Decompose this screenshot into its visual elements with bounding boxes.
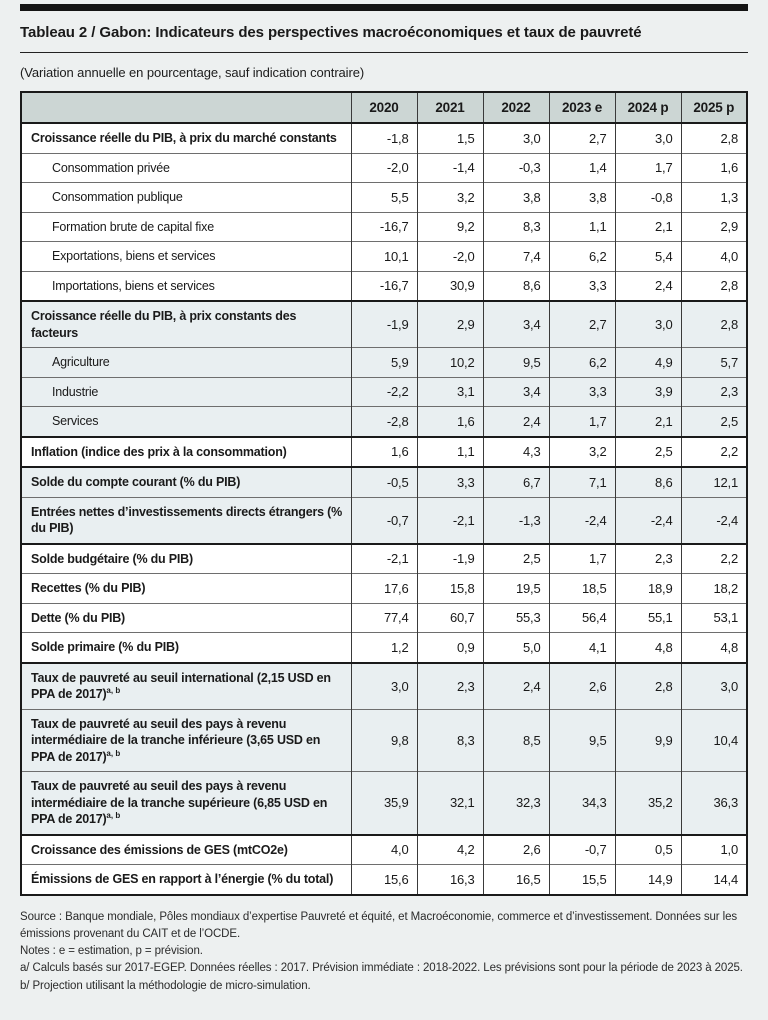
cell-value: 6,7: [483, 467, 549, 497]
cell-value: 3,3: [549, 271, 615, 301]
table-number-country: Tableau 2 / Gabon: [20, 24, 147, 41]
title-divider: [20, 52, 748, 53]
row-label: Croissance des émissions de GES (mtCO2e): [21, 835, 351, 865]
cell-value: 3,0: [615, 123, 681, 153]
cell-value: 30,9: [417, 271, 483, 301]
cell-value: 8,3: [483, 212, 549, 242]
row-label: Solde budgétaire (% du PIB): [21, 544, 351, 574]
cell-value: -0,5: [351, 467, 417, 497]
cell-value: -2,0: [351, 153, 417, 183]
table-row: [21, 603, 747, 633]
cell-value: 2,7: [549, 301, 615, 348]
row-label: Recettes (% du PIB): [21, 574, 351, 604]
cell-value: 3,0: [483, 123, 549, 153]
cell-value: 77,4: [351, 603, 417, 633]
cell-value: 1,3: [681, 183, 747, 213]
cell-value: 3,8: [483, 183, 549, 213]
cell-value: 1,6: [351, 437, 417, 468]
cell-value: -0,3: [483, 153, 549, 183]
cell-value: 5,7: [681, 348, 747, 378]
cell-value: 8,6: [483, 271, 549, 301]
cell-value: 9,9: [615, 709, 681, 772]
cell-value: 2,5: [615, 437, 681, 468]
cell-value: 10,4: [681, 709, 747, 772]
cell-value: 15,8: [417, 574, 483, 604]
cell-value: 0,5: [615, 835, 681, 865]
cell-value: 3,1: [417, 377, 483, 407]
cell-value: 17,6: [351, 574, 417, 604]
cell-value: 2,1: [615, 407, 681, 437]
cell-value: 8,5: [483, 709, 549, 772]
cell-value: 1,4: [549, 153, 615, 183]
cell-value: 2,6: [483, 835, 549, 865]
cell-value: 3,0: [351, 663, 417, 710]
note-line: a/ Calculs basés sur 2017-EGEP. Données réelles : 2017. Prévision immédiate : 2018-2022. Les prévisions sont pour la période de 2023 à 2025.: [20, 962, 743, 975]
footnote-marker: a, b: [106, 810, 121, 820]
cell-value: 3,4: [483, 301, 549, 348]
table-notes: [20, 909, 748, 995]
page-title: [20, 24, 748, 41]
cell-value: 1,6: [417, 407, 483, 437]
note-line: b/ Projection utilisant la méthodologie de micro-simulation.: [20, 979, 311, 992]
cell-value: 18,2: [681, 574, 747, 604]
cell-value: 19,5: [483, 574, 549, 604]
header-year: 2022: [483, 92, 549, 123]
cell-value: 55,3: [483, 603, 549, 633]
header-year: 2025 p: [681, 92, 747, 123]
cell-value: 4,2: [417, 835, 483, 865]
cell-value: -16,7: [351, 212, 417, 242]
cell-value: 4,8: [681, 633, 747, 663]
table-row: [21, 212, 747, 242]
top-rule-bar: [20, 4, 748, 11]
cell-value: 3,8: [549, 183, 615, 213]
table-row: [21, 271, 747, 301]
table-row: [21, 301, 747, 348]
cell-value: 2,8: [681, 123, 747, 153]
table-row: [21, 633, 747, 663]
cell-value: 34,3: [549, 772, 615, 835]
cell-value: -1,8: [351, 123, 417, 153]
cell-value: 1,7: [615, 153, 681, 183]
row-label: Taux de pauvreté au seuil des pays à revenu intermédiaire de la tranche supérieure (6,85 USD en PPA de 2017)$^{a, b}$: [21, 772, 351, 835]
cell-value: 2,3: [417, 663, 483, 710]
cell-value: 5,4: [615, 242, 681, 272]
note-line: Source : Banque mondiale, Pôles mondiaux d’expertise Pauvreté et équité, et Macroéconomie, commerce et d’investissement. Données sur les émissions provenant du CAIT et de l’OCDE.: [20, 910, 738, 940]
cell-value: 7,1: [549, 467, 615, 497]
cell-value: 12,1: [681, 467, 747, 497]
cell-value: 2,9: [681, 212, 747, 242]
cell-value: 1,7: [549, 407, 615, 437]
cell-value: 9,5: [483, 348, 549, 378]
footnote-marker: a, b: [106, 748, 121, 758]
row-label: Taux de pauvreté au seuil international (2,15 USD en PPA de 2017)$^{a, b}$: [21, 663, 351, 710]
cell-value: 55,1: [615, 603, 681, 633]
cell-value: 4,1: [549, 633, 615, 663]
cell-value: 3,0: [615, 301, 681, 348]
cell-value: -1,4: [417, 153, 483, 183]
row-label: Consommation publique: [21, 183, 351, 213]
cell-value: -2,0: [417, 242, 483, 272]
cell-value: 60,7: [417, 603, 483, 633]
table-row: [21, 497, 747, 544]
cell-value: 2,5: [681, 407, 747, 437]
cell-value: 1,6: [681, 153, 747, 183]
header-year: 2024 p: [615, 92, 681, 123]
cell-value: 2,8: [681, 301, 747, 348]
cell-value: 2,7: [549, 123, 615, 153]
cell-value: -1,9: [351, 301, 417, 348]
cell-value: 3,2: [549, 437, 615, 468]
row-label: Services: [21, 407, 351, 437]
cell-value: -1,9: [417, 544, 483, 574]
cell-value: 2,1: [615, 212, 681, 242]
cell-value: 10,1: [351, 242, 417, 272]
cell-value: 9,2: [417, 212, 483, 242]
table-row: [21, 835, 747, 865]
cell-value: 9,8: [351, 709, 417, 772]
cell-value: 3,4: [483, 377, 549, 407]
header-row: [21, 92, 747, 123]
cell-value: 4,8: [615, 633, 681, 663]
cell-value: 1,5: [417, 123, 483, 153]
cell-value: 36,3: [681, 772, 747, 835]
cell-value: -0,7: [549, 835, 615, 865]
cell-value: 56,4: [549, 603, 615, 633]
cell-value: 1,1: [417, 437, 483, 468]
cell-value: 5,9: [351, 348, 417, 378]
cell-value: -2,4: [549, 497, 615, 544]
cell-value: 5,0: [483, 633, 549, 663]
table-row: [21, 663, 747, 710]
cell-value: 2,8: [681, 271, 747, 301]
title-separator: :: [146, 24, 156, 41]
table-row: [21, 183, 747, 213]
cell-value: 1,2: [351, 633, 417, 663]
cell-value: 32,1: [417, 772, 483, 835]
cell-value: 1,7: [549, 544, 615, 574]
cell-value: 2,3: [681, 377, 747, 407]
table-row: [21, 348, 747, 378]
table-row: [21, 772, 747, 835]
cell-value: 9,5: [549, 709, 615, 772]
cell-value: 2,4: [483, 663, 549, 710]
row-label: Taux de pauvreté au seuil des pays à revenu intermédiaire de la tranche inférieure (3,65 USD en PPA de 2017)$^{a, b}$: [21, 709, 351, 772]
cell-value: -16,7: [351, 271, 417, 301]
row-label: Solde primaire (% du PIB): [21, 633, 351, 663]
cell-value: 2,8: [615, 663, 681, 710]
cell-value: 3,0: [681, 663, 747, 710]
cell-value: -1,3: [483, 497, 549, 544]
cell-value: 4,3: [483, 437, 549, 468]
cell-value: -2,4: [615, 497, 681, 544]
table-title-text: Indicateurs des perspectives macroéconomiques et taux de pauvreté: [155, 24, 642, 41]
cell-value: 2,6: [549, 663, 615, 710]
cell-value: 5,5: [351, 183, 417, 213]
row-label: Entrées nettes d’investissements directs étrangers (% du PIB): [21, 497, 351, 544]
row-label: Exportations, biens et services: [21, 242, 351, 272]
cell-value: 16,3: [417, 865, 483, 895]
row-label: Consommation privée: [21, 153, 351, 183]
row-label: Émissions de GES en rapport à l’énergie (% du total): [21, 865, 351, 895]
cell-value: 7,4: [483, 242, 549, 272]
cell-value: 8,6: [615, 467, 681, 497]
cell-value: 2,5: [483, 544, 549, 574]
cell-value: 4,9: [615, 348, 681, 378]
cell-value: 4,0: [351, 835, 417, 865]
note-line: Notes : e = estimation, p = prévision.: [20, 945, 203, 957]
row-label: Croissance réelle du PIB, à prix du marché constants: [21, 123, 351, 153]
header-year: 2020: [351, 92, 417, 123]
cell-value: -0,7: [351, 497, 417, 544]
cell-value: -0,8: [615, 183, 681, 213]
cell-value: 2,2: [681, 437, 747, 468]
cell-value: 18,5: [549, 574, 615, 604]
cell-value: 14,4: [681, 865, 747, 895]
table-row: [21, 865, 747, 895]
cell-value: 15,6: [351, 865, 417, 895]
cell-value: -2,2: [351, 377, 417, 407]
cell-value: 3,2: [417, 183, 483, 213]
cell-value: 6,2: [549, 348, 615, 378]
cell-value: 35,2: [615, 772, 681, 835]
cell-value: 1,1: [549, 212, 615, 242]
cell-value: -2,1: [351, 544, 417, 574]
table-row: [21, 437, 747, 468]
macro-indicators-table: [20, 91, 748, 896]
cell-value: 15,5: [549, 865, 615, 895]
cell-value: 8,3: [417, 709, 483, 772]
cell-value: 1,0: [681, 835, 747, 865]
row-label: Solde du compte courant (% du PIB): [21, 467, 351, 497]
cell-value: 53,1: [681, 603, 747, 633]
table-header: [21, 92, 747, 123]
cell-value: 3,3: [549, 377, 615, 407]
row-label: Agriculture: [21, 348, 351, 378]
cell-value: 16,5: [483, 865, 549, 895]
cell-value: 4,0: [681, 242, 747, 272]
cell-value: 2,9: [417, 301, 483, 348]
cell-value: 2,3: [615, 544, 681, 574]
table-row: [21, 123, 747, 153]
table-subtitle: (Variation annuelle en pourcentage, sauf indication contraire): [20, 65, 365, 80]
table-row: [21, 467, 747, 497]
header-year: 2023 e: [549, 92, 615, 123]
table-row: [21, 709, 747, 772]
cell-value: 18,9: [615, 574, 681, 604]
footnote-marker: a, b: [106, 685, 121, 695]
row-label: Croissance réelle du PIB, à prix constants des facteurs: [21, 301, 351, 348]
cell-value: 14,9: [615, 865, 681, 895]
table-row: [21, 544, 747, 574]
table-body: [21, 123, 747, 895]
cell-value: 6,2: [549, 242, 615, 272]
table-row: [21, 407, 747, 437]
row-label: Importations, biens et services: [21, 271, 351, 301]
table-row: [21, 574, 747, 604]
table-row: [21, 153, 747, 183]
row-label: Dette (% du PIB): [21, 603, 351, 633]
header-corner-cell: [21, 92, 351, 123]
row-label: Industrie: [21, 377, 351, 407]
header-year: 2021: [417, 92, 483, 123]
cell-value: -2,1: [417, 497, 483, 544]
row-label: Formation brute de capital fixe: [21, 212, 351, 242]
cell-value: 0,9: [417, 633, 483, 663]
table-row: [21, 242, 747, 272]
cell-value: 2,4: [615, 271, 681, 301]
cell-value: 10,2: [417, 348, 483, 378]
table-row: [21, 377, 747, 407]
cell-value: 32,3: [483, 772, 549, 835]
cell-value: 2,4: [483, 407, 549, 437]
row-label: Inflation (indice des prix à la consommation): [21, 437, 351, 468]
cell-value: -2,4: [681, 497, 747, 544]
cell-value: 35,9: [351, 772, 417, 835]
cell-value: 2,2: [681, 544, 747, 574]
cell-value: 3,3: [417, 467, 483, 497]
cell-value: 3,9: [615, 377, 681, 407]
cell-value: -2,8: [351, 407, 417, 437]
